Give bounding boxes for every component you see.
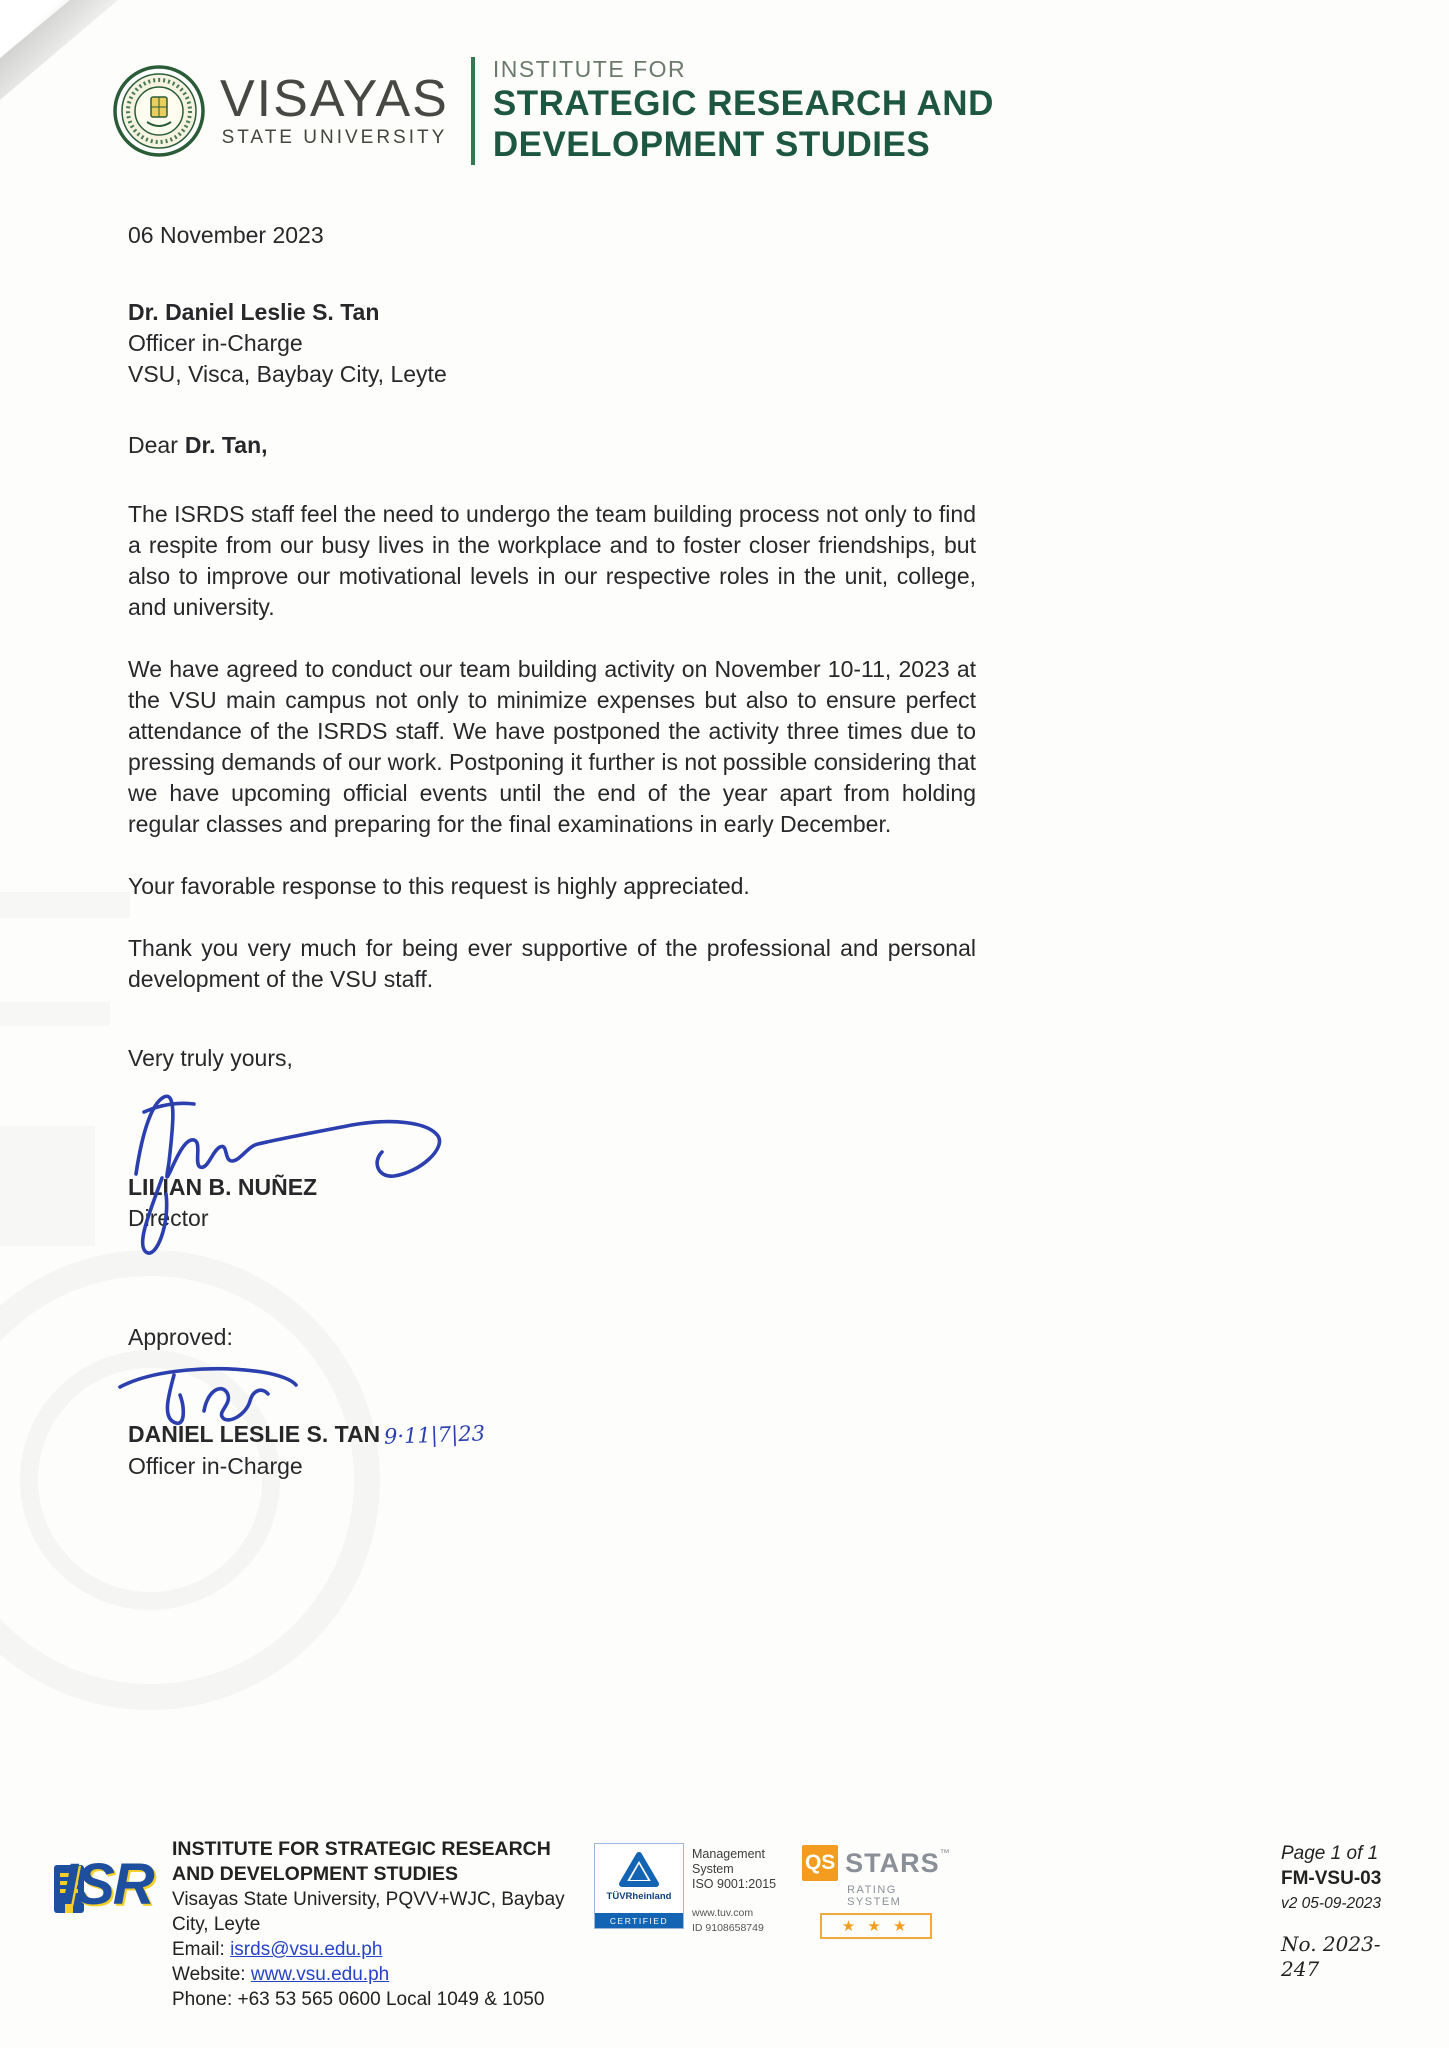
approver-row — [128, 1419, 976, 1451]
salutation-prefix: Dear — [128, 431, 178, 458]
paragraph-2: We have agreed to conduct our team building activity on November 10-11, 2023 at the VSU main campus not only to minimize expenses but also to ensure perfect attendance of the ISRDS staff. We have postponed the activity three times due to pressing demands of our work. Postponing it further is not possible considering that we have upcoming official events until the end of the year apart from holding regular classes and preparing for the final examinations in early December. — [128, 655, 976, 837]
isr-logo-text: ISR — [62, 1852, 153, 1917]
recipient-address: VSU, Visca, Baybay City, Leyte — [128, 360, 447, 387]
isr-logo — [52, 1845, 156, 1937]
tuv-meta — [692, 1843, 776, 1936]
university-subtitle: STATE UNIVERSITY — [221, 126, 448, 148]
qs-star-glyphs: ★ ★ ★ — [820, 1913, 932, 1939]
institute-prefix: INSTITUTE FOR — [492, 56, 687, 82]
website-label: Website: — [172, 1964, 251, 1985]
letter-body — [128, 166, 976, 1482]
email-label: Email: — [172, 1939, 231, 1960]
letter-date: 06 November 2023 — [128, 221, 324, 248]
tuv-url: www.tuv.com — [692, 1907, 754, 1919]
tuv-system: System — [692, 1862, 734, 1876]
approver-name: DANIEL LESLIE S. TAN — [128, 1420, 381, 1447]
footer-email-line — [172, 1937, 572, 1962]
scan-artifact — [0, 1126, 95, 1246]
institute-name — [493, 56, 994, 166]
tuv-system: Management — [692, 1847, 765, 1861]
scan-artifact — [0, 1002, 110, 1026]
director-title: Director — [128, 1204, 209, 1231]
approved-label: Approved: — [128, 1323, 233, 1350]
form-code: FM-VSU-03 — [1281, 1868, 1382, 1889]
document-meta — [1281, 1841, 1391, 1982]
website-link[interactable]: www.vsu.edu.ph — [250, 1964, 390, 1985]
paragraph-3: Your favorable response to this request is highly appreciated. — [128, 872, 750, 899]
university-word: VISAYAS — [220, 69, 449, 128]
tuv-logo-box — [594, 1843, 684, 1929]
signature-block-director — [128, 1080, 976, 1234]
qs-logo: QS — [802, 1845, 838, 1881]
scan-artifact — [0, 892, 130, 918]
qs-trademark: ™ — [939, 1848, 950, 1859]
salutation-name: Dr. Tan, — [184, 431, 268, 458]
footer-org-name: INSTITUTE FOR STRATEGIC RESEARCH — [172, 1838, 551, 1860]
letterhead — [112, 56, 1449, 166]
director-name: LILIAN B. NUÑEZ — [128, 1173, 318, 1200]
paragraph-4: Thank you very much for being ever supportive of the professional and personal development of the VSU staff. — [128, 934, 976, 992]
letterhead-divider — [471, 57, 475, 165]
recipient-name: Dr. Daniel Leslie S. Tan — [128, 298, 380, 325]
approver-title: Officer in-Charge — [128, 1452, 303, 1479]
qs-stars-rating — [802, 1845, 952, 1939]
document-number: No. 2023-247 — [1281, 1932, 1381, 1981]
page-number: Page 1 of 1 — [1281, 1843, 1379, 1864]
footer — [0, 1837, 1449, 2048]
footer-org-name: AND DEVELOPMENT STUDIES — [172, 1863, 459, 1885]
footer-org-address: Visayas State University, PQVV+WJC, Baybay City, Leyte — [172, 1889, 565, 1935]
tuv-certification — [594, 1843, 776, 1936]
salutation — [128, 430, 976, 461]
email-link[interactable]: isrds@vsu.edu.ph — [230, 1939, 383, 1960]
tuv-standard: ISO 9001:2015 — [692, 1877, 777, 1891]
qs-stars-row — [802, 1845, 952, 1881]
page-corner-fold — [0, 0, 118, 100]
footer-org-block — [172, 1837, 572, 2012]
tuv-triangle-icon — [617, 1850, 661, 1890]
approver-handwritten-date: 9·11|7|23 — [383, 1420, 486, 1449]
university-name — [220, 69, 449, 149]
tuv-certified-ribbon: CERTIFIED — [595, 1913, 683, 1928]
recipient-title: Officer in-Charge — [128, 329, 303, 356]
tuv-brand: TÜVRheinland — [606, 1891, 672, 1902]
footer-phone: Phone: +63 53 565 0600 Local 1049 & 1050 — [172, 1989, 545, 2010]
recipient-block — [128, 297, 976, 390]
signature-block-approver — [128, 1357, 976, 1482]
vsu-seal-logo — [112, 64, 206, 158]
tuv-id: ID 9108658749 — [692, 1922, 764, 1934]
form-version: v2 05-09-2023 — [1281, 1895, 1381, 1912]
footer-website-line — [172, 1962, 572, 1987]
institute-line: DEVELOPMENT STUDIES — [492, 125, 931, 165]
institute-line: STRATEGIC RESEARCH AND — [492, 84, 994, 123]
closing: Very truly yours, — [128, 1044, 293, 1071]
qs-stars-word: STARS — [845, 1847, 940, 1878]
qs-rating-system-label: RATING SYSTEM — [847, 1884, 902, 1908]
paragraph-1: The ISRDS staff feel the need to undergo the team building process not only to find a respite from our busy lives in the workplace and to foster closer friendships, but also to improve our motivational levels in our respective roles in the unit, college, and university. — [128, 500, 976, 620]
